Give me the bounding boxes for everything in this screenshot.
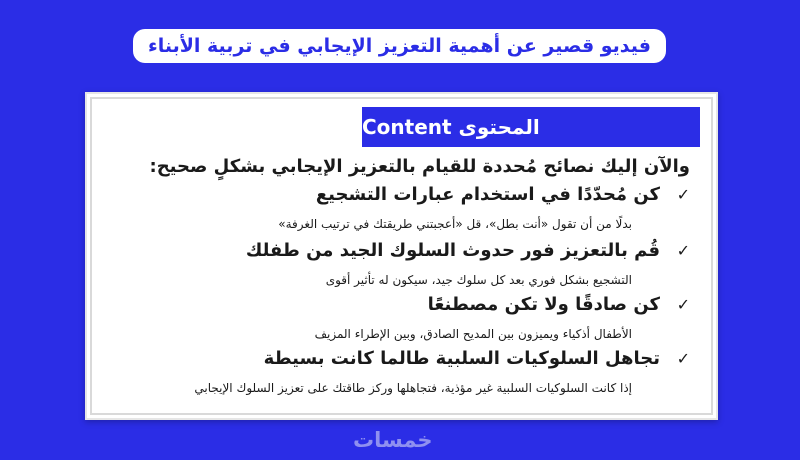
- list-item-description: التشجيع بشكل فوري بعد كل سلوك جيد، سيكون له تأثير أقوى: [325, 273, 632, 287]
- list-item: [100, 348, 690, 395]
- check-icon: ✓: [676, 349, 690, 368]
- page-title: فيديو قصير عن أهمية التعزيز الإيجابي في تربية الأبناء: [148, 35, 651, 57]
- watermark-logo: خمسات: [353, 428, 433, 452]
- title-banner: [133, 29, 666, 63]
- list-item-description: الأطفال أذكياء ويميزون بين المديح الصادق، وبين الإطراء المزيف: [314, 327, 632, 341]
- list-item-title-row: [100, 184, 690, 205]
- list-item-title: كن مُحدّدًا في استخدام عبارات التشجيع: [315, 184, 660, 205]
- list-item-title: كن صادقًا ولا تكن مصطنعًا: [427, 294, 660, 315]
- intro-text: والآن إليك نصائح مُحددة للقيام بالتعزيز الإيجابي بشكلٍ صحيح:: [149, 156, 690, 177]
- list-item-title-row: [100, 294, 690, 315]
- section-header: [362, 107, 700, 147]
- check-icon: ✓: [676, 185, 690, 204]
- list-item: [100, 294, 690, 341]
- section-title: المحتوى Content: [362, 115, 540, 139]
- content-card: [85, 92, 718, 420]
- list-item-description: بدلًا من أن تقول «أنت بطل»، قل «أعجبتني طريقتك في ترتيب الغرفة»: [278, 217, 632, 231]
- list-item: [100, 240, 690, 287]
- list-item-description: إذا كانت السلوكيات السلبية غير مؤذية، فتجاهلها وركز طاقتك على تعزيز السلوك الإيجابي: [194, 381, 632, 395]
- check-icon: ✓: [676, 295, 690, 314]
- list-item-title: قُم بالتعزيز فور حدوث السلوك الجيد من طفلك: [245, 240, 660, 261]
- list-item-title-row: [100, 348, 690, 369]
- check-icon: ✓: [676, 241, 690, 260]
- list-item: [100, 184, 690, 231]
- list-item-title-row: [100, 240, 690, 261]
- list-item-title: تجاهل السلوكيات السلبية طالما كانت بسيطة: [263, 348, 660, 369]
